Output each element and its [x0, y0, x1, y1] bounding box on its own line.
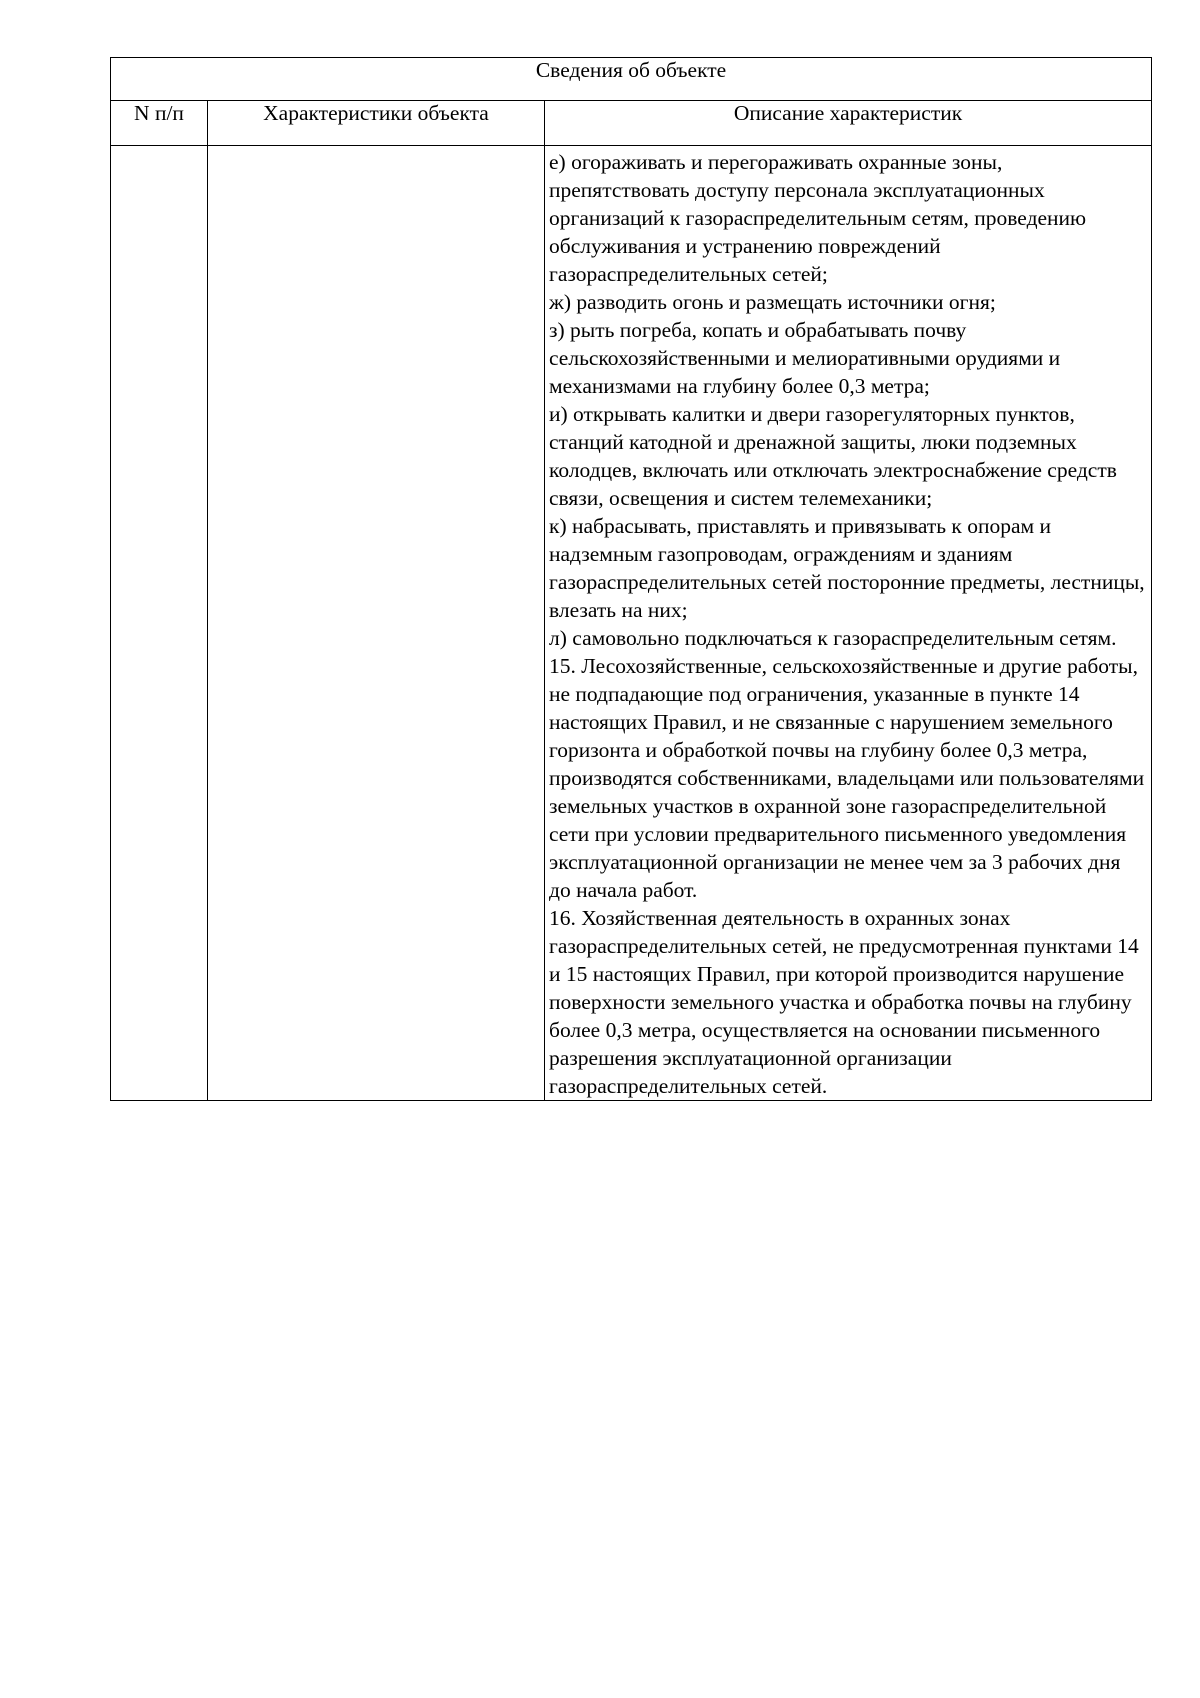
description-paragraph-16: 16. Хозяйственная деятельность в охранных зонах газораспределительных сетей, не предусмотренная пунктами 14 и 15 настоящих Правил, при которой производится нарушение поверхности земельного участка и обработка почвы на глубину более 0,3 метра, осуществляется на основании письменного разрешения эксплуатационной организации газораспределительных сетей.: [549, 906, 1139, 1098]
description-paragraph-k: к) набрасывать, приставлять и привязывать к опорам и надземным газопроводам, ограждениям и зданиям газораспределительных сетей посторонние предметы, лестницы, влезать на них;: [549, 514, 1145, 622]
description-paragraph-l: л) самовольно подключаться к газораспределительным сетям.: [549, 626, 1117, 650]
description-paragraph-15: 15. Лесохозяйственные, сельскохозяйственные и другие работы, не подпадающие под ограничения, указанные в пункте 14 настоящих Правил, и не связанные с нарушением земельного горизонта и обработкой почвы на глубину более 0,3 метра, производятся собственниками, владельцами или пользователями земельных участков в охранной зоне газораспределительной сети при условии предварительного письменного уведомления эксплуатационной организации не менее чем за 3 рабочих дня до начала работ.: [549, 654, 1145, 902]
header-characteristics: Характеристики объекта: [208, 101, 545, 146]
header-num: N п/п: [111, 101, 208, 146]
table-title-row: [111, 58, 1152, 101]
description-paragraph-zh: ж) разводить огонь и размещать источники огня;: [549, 290, 996, 314]
row-description-cell: [545, 146, 1152, 1101]
row-characteristic-cell: [208, 146, 545, 1101]
table-row: [111, 146, 1152, 1101]
table-header-row: [111, 101, 1152, 146]
table-title: Сведения об объекте: [111, 58, 1152, 101]
object-info-table: [110, 57, 1152, 1101]
description-paragraph-i: и) открывать калитки и двери газорегуляторных пунктов, станций катодной и дренажной защиты, люки подземных колодцев, включать или отключать электроснабжение средств связи, освещения и систем телемеханики;: [549, 402, 1117, 510]
header-description: Описание характеристик: [545, 101, 1152, 146]
description-paragraph-e: е) огораживать и перегораживать охранные зоны, препятствовать доступу персонала эксплуатационных организаций к газораспределительным сетям, проведению обслуживания и устранению повреждений газораспределительных сетей;: [549, 150, 1087, 286]
description-paragraph-z: з) рыть погреба, копать и обрабатывать почву сельскохозяйственными и мелиоративными орудиями и механизмами на глубину более 0,3 метра;: [549, 318, 1061, 398]
row-num-cell: [111, 146, 208, 1101]
